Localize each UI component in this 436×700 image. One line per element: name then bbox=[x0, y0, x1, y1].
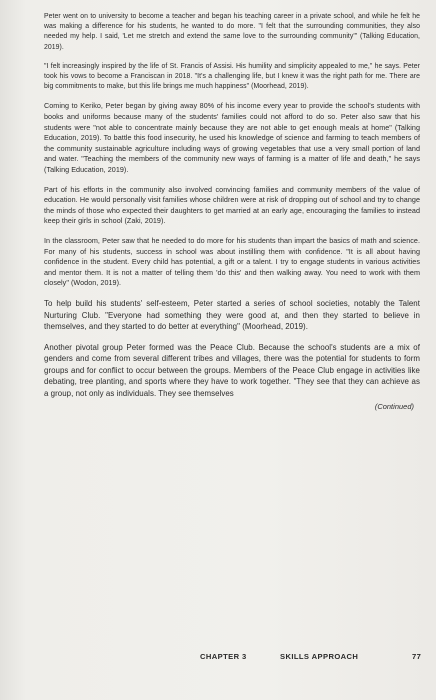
page-number: 77 bbox=[412, 652, 422, 661]
page-footer bbox=[0, 652, 436, 666]
paragraph-2: "I felt increasingly inspired by the life of St. Francis of Assisi. His humility and simplicity appealed to me," he says. Peter took his vows to become a Franciscan in 2018. "It's a challenging life, but I knew it was the right path for me. There are big commitments to make, but this life brings me much happiness" (Moorhead, 2019). bbox=[44, 62, 420, 91]
paragraph-4: Part of his efforts in the community also involved convincing families and community members of the value of education. He would personally visit families whose children were at risk of dropping out of school and try to change the minds of those who expected their daughters to get married at an early age, encouraging the families to instead keep their girls in school (Zaki, 2019). bbox=[44, 184, 420, 226]
paragraph-6: To help build his students' self-esteem, Peter started a series of school societies, notably the Talent Nurturing Club. "Everyone had something they were good at, and then they started to believe in themselves, and they started to do better at everything" (Moorhead, 2019). bbox=[44, 298, 420, 332]
paragraph-3: Coming to Keriko, Peter began by giving away 80% of his income every year to provide the school's students with books and uniforms because many of the students' families could not afford to do so. Peter also saw that his students were "not able to concentrate mainly because they are not able to get enough meals at home" (Talking Education, 2019). To battle this food insecurity, he used his knowledge of science and farming to teach members of the community sustainable agriculture including ways of growing vegetables that use a very small portion of land and water. "Teaching the members of the community new ways of farming is a matter of life and death," he says (Talking Education, 2019). bbox=[44, 101, 420, 174]
footer-chapter: CHAPTER 3 bbox=[200, 652, 247, 661]
paragraph-1: Peter went on to university to become a teacher and began his teaching career in a private school, and while he felt he was making a difference for his students, he wanted to do more. "I felt that the surrounding communities, they also needed my help. I said, 'Let me stretch and extend the same love to the surrounding community'" (Talking Education, 2019). bbox=[44, 13, 420, 51]
continued-label: (Continued) bbox=[374, 401, 414, 411]
footer-section-title: SKILLS APPROACH bbox=[280, 652, 359, 661]
paragraph-7: Another pivotal group Peter formed was the Peace Club. Because the school's students are a mix of genders and come from several different tribes and villages, there was the potential for students to form groups and for conflict to occur between the groups. Members of the Peace Club engage in activities like debating, tree planting, and sports where they have to work together. "They see that they can achieve as a group, not only as individuals. They see themselves bbox=[44, 342, 420, 399]
paragraph-5: In the classroom, Peter saw that he needed to do more for his students than impart the basics of math and science. For many of his students, success in school was about instilling them with confidence. "It is all about having confidence in the student. Every child has potential, a gift or a talent. I try to engage students in various activities and mentor them. It is not a matter of telling them 'do this' and then walking away. You need to work with them closely" (Wodon, 2019). bbox=[44, 235, 420, 288]
body-text bbox=[44, 12, 420, 412]
